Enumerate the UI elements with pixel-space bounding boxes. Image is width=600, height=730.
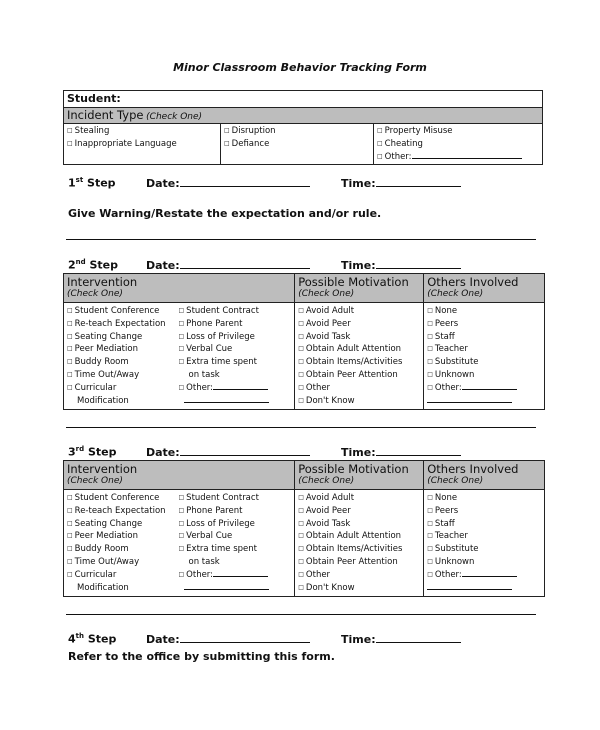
- checkbox-option[interactable]: □ Obtain Adult Attention: [298, 343, 420, 356]
- checkbox-option[interactable]: □ None: [427, 492, 541, 505]
- motivation-header: Possible Motivation: [298, 462, 409, 476]
- checkbox-option[interactable]: □ Extra time spent: [179, 543, 292, 556]
- checkbox-option[interactable]: □ Avoid Task: [298, 518, 420, 531]
- checkbox-option[interactable]: □ Avoid Task: [298, 331, 420, 344]
- checkbox-option[interactable]: □ Substitute: [427, 543, 541, 556]
- checkbox-option[interactable]: □ Seating Change: [67, 331, 173, 344]
- checkbox-option[interactable]: □ Substitute: [427, 356, 541, 369]
- checkbox-option[interactable]: □ Seating Change: [67, 518, 173, 531]
- step-3-tracking-table: [63, 460, 545, 597]
- others-header: Others Involved: [427, 275, 519, 289]
- checkbox-other[interactable]: [377, 151, 539, 164]
- step-2-label: [68, 258, 118, 272]
- other-blank[interactable]: [213, 569, 268, 577]
- check-one-note: (Check One): [146, 112, 203, 122]
- checkbox-option[interactable]: □ Staff: [427, 331, 541, 344]
- checkbox-other[interactable]: [427, 382, 541, 395]
- checkbox-option[interactable]: □ Obtain Adult Attention: [298, 530, 420, 543]
- step-ordinal: nd: [75, 258, 86, 266]
- checkbox-option[interactable]: □ Avoid Adult: [298, 492, 420, 505]
- time-label: Time:: [341, 446, 376, 459]
- option-continuation: on task: [188, 369, 220, 380]
- checkbox-property-misuse[interactable]: □ Property Misuse: [377, 125, 539, 138]
- checkbox-option[interactable]: □ Don't Know: [298, 582, 420, 595]
- other-label: Other:: [434, 569, 462, 580]
- checkbox-option[interactable]: □ Verbal Cue: [179, 530, 292, 543]
- checkbox-option[interactable]: □ Peers: [427, 318, 541, 331]
- checkbox-option[interactable]: □ Curricular: [67, 569, 173, 582]
- notes-line[interactable]: [66, 427, 536, 428]
- checkbox-other[interactable]: [179, 569, 292, 582]
- time-input[interactable]: [376, 176, 461, 187]
- checkbox-option[interactable]: □ Don't Know: [298, 395, 420, 408]
- date-input[interactable]: [180, 632, 310, 643]
- checkbox-option[interactable]: □ Unknown: [427, 369, 541, 382]
- checkbox-option[interactable]: □ Buddy Room: [67, 356, 173, 369]
- check-one-note: (Check One): [67, 289, 123, 299]
- intervention-header: Intervention: [67, 275, 138, 289]
- checkbox-option[interactable]: □ Student Conference: [67, 305, 173, 318]
- other-blank-line[interactable]: [184, 395, 269, 403]
- date-input[interactable]: [180, 176, 310, 187]
- incident-table: [63, 90, 543, 165]
- checkbox-option[interactable]: □ Other: [298, 569, 420, 582]
- other-blank[interactable]: [462, 382, 517, 390]
- checkbox-option[interactable]: □ Peer Mediation: [67, 343, 173, 356]
- date-label: Date:: [146, 446, 180, 459]
- step-3-date: [146, 445, 310, 459]
- step-1-time: [341, 176, 461, 190]
- checkbox-option[interactable]: □ Re-teach Expectation: [67, 318, 173, 331]
- checkbox-option[interactable]: □ Time Out/Away: [67, 369, 173, 382]
- checkbox-option[interactable]: □ Student Contract: [179, 492, 292, 505]
- intervention-header: Intervention: [67, 462, 138, 476]
- option-continuation: Modification: [77, 582, 129, 593]
- other-blank-line[interactable]: [427, 582, 512, 590]
- other-label: Other:: [434, 382, 462, 393]
- date-label: Date:: [146, 177, 180, 190]
- step-1-label: [68, 176, 116, 190]
- checkbox-option[interactable]: □ Obtain Peer Attention: [298, 369, 420, 382]
- checkbox-option[interactable]: □ Curricular: [67, 382, 173, 395]
- other-blank-line[interactable]: [427, 395, 512, 403]
- motivation-header: Possible Motivation: [298, 275, 409, 289]
- time-label: Time:: [341, 259, 376, 272]
- check-one-note: (Check One): [427, 476, 484, 486]
- checkbox-stealing[interactable]: □ Stealing: [67, 125, 217, 138]
- time-label: Time:: [341, 633, 376, 646]
- checkbox-disruption[interactable]: □ Disruption: [224, 125, 370, 138]
- checkbox-option[interactable]: □ Peer Mediation: [67, 530, 173, 543]
- check-one-note: (Check One): [427, 289, 484, 299]
- time-input[interactable]: [376, 258, 461, 269]
- check-one-note: (Check One): [298, 476, 355, 486]
- checkbox-option[interactable]: □ Obtain Items/Activities: [298, 543, 420, 556]
- step-number: 3: [68, 445, 76, 459]
- checkbox-option[interactable]: □ Obtain Items/Activities: [298, 356, 420, 369]
- date-label: Date:: [146, 633, 180, 646]
- date-label: Date:: [146, 259, 180, 272]
- step-2-time: [341, 258, 461, 272]
- step-1-date: [146, 176, 310, 190]
- step-text: Step: [87, 176, 116, 190]
- other-label: Other:: [186, 569, 214, 580]
- checkbox-other[interactable]: [427, 569, 541, 582]
- checkbox-option[interactable]: □ Time Out/Away: [67, 556, 173, 569]
- checkbox-option[interactable]: □ None: [427, 305, 541, 318]
- checkbox-option[interactable]: □ Obtain Peer Attention: [298, 556, 420, 569]
- time-input[interactable]: [376, 632, 461, 643]
- refer-text: Refer to the office by submitting this form.: [68, 650, 335, 663]
- other-label: Other:: [384, 151, 412, 162]
- date-input[interactable]: [180, 445, 310, 456]
- checkbox-option[interactable]: □ Student Conference: [67, 492, 173, 505]
- checkbox-option[interactable]: □ Teacher: [427, 343, 541, 356]
- option-continuation: Modification: [77, 395, 129, 406]
- student-field[interactable]: Student:: [64, 91, 543, 108]
- checkbox-option[interactable]: □ Extra time spent: [179, 356, 292, 369]
- time-label: Time:: [341, 177, 376, 190]
- checkbox-option[interactable]: □ Staff: [427, 518, 541, 531]
- step-4-label: [68, 632, 116, 646]
- checkbox-option[interactable]: □ Avoid Peer: [298, 318, 420, 331]
- step-text: Step: [87, 632, 117, 646]
- checkbox-option[interactable]: □ Avoid Peer: [298, 505, 420, 518]
- checkbox-option[interactable]: □ Peers: [427, 505, 541, 518]
- checkbox-option[interactable]: □ Student Contract: [179, 305, 292, 318]
- checkbox-option[interactable]: □ Loss of Privilege: [179, 331, 292, 344]
- step-text: Step: [87, 445, 117, 459]
- checkbox-option[interactable]: □ Loss of Privilege: [179, 518, 292, 531]
- warning-text: Give Warning/Restate the expectation and/or rule.: [68, 207, 382, 220]
- other-label: Other:: [186, 382, 214, 393]
- option-continuation: on task: [188, 556, 220, 567]
- step-3-label: [68, 445, 116, 459]
- checkbox-option[interactable]: □ Unknown: [427, 556, 541, 569]
- step-4-time: [341, 632, 461, 646]
- incident-header: Incident Type: [67, 108, 144, 122]
- step-number: 1: [68, 176, 76, 190]
- checkbox-option[interactable]: □ Avoid Adult: [298, 305, 420, 318]
- others-header: Others Involved: [427, 462, 519, 476]
- other-blank[interactable]: [213, 382, 268, 390]
- step-text: Step: [89, 258, 119, 272]
- other-blank-line[interactable]: [184, 582, 269, 590]
- checkbox-option[interactable]: □ Re-teach Expectation: [67, 505, 173, 518]
- checkbox-cheating[interactable]: □ Cheating: [377, 138, 539, 151]
- checkbox-other[interactable]: [179, 382, 292, 395]
- checkbox-inappropriate-language[interactable]: □ Inappropriate Language: [67, 138, 217, 151]
- checkbox-option[interactable]: □ Other: [298, 382, 420, 395]
- notes-line[interactable]: [66, 614, 536, 615]
- notes-line[interactable]: [66, 239, 536, 240]
- step-number: 4: [68, 632, 76, 646]
- step-4-date: [146, 632, 310, 646]
- step-ordinal: st: [75, 176, 84, 184]
- step-2-date: [146, 258, 310, 272]
- checkbox-defiance[interactable]: □ Defiance: [224, 138, 370, 151]
- check-one-note: (Check One): [298, 289, 355, 299]
- other-blank[interactable]: [412, 151, 522, 159]
- checkbox-option[interactable]: □ Teacher: [427, 530, 541, 543]
- form-title: Minor Classroom Behavior Tracking Form: [173, 61, 427, 74]
- step-3-time: [341, 445, 461, 459]
- check-one-note: (Check One): [67, 476, 123, 486]
- step-ordinal: rd: [75, 445, 85, 453]
- checkbox-option[interactable]: □ Verbal Cue: [179, 343, 292, 356]
- date-input[interactable]: [180, 258, 310, 269]
- checkbox-option[interactable]: □ Phone Parent: [179, 505, 292, 518]
- step-number: 2: [68, 258, 76, 272]
- step-2-tracking-table: [63, 273, 545, 410]
- time-input[interactable]: [376, 445, 461, 456]
- checkbox-option[interactable]: □ Phone Parent: [179, 318, 292, 331]
- other-blank[interactable]: [462, 569, 517, 577]
- checkbox-option[interactable]: □ Buddy Room: [67, 543, 173, 556]
- step-ordinal: th: [75, 632, 84, 640]
